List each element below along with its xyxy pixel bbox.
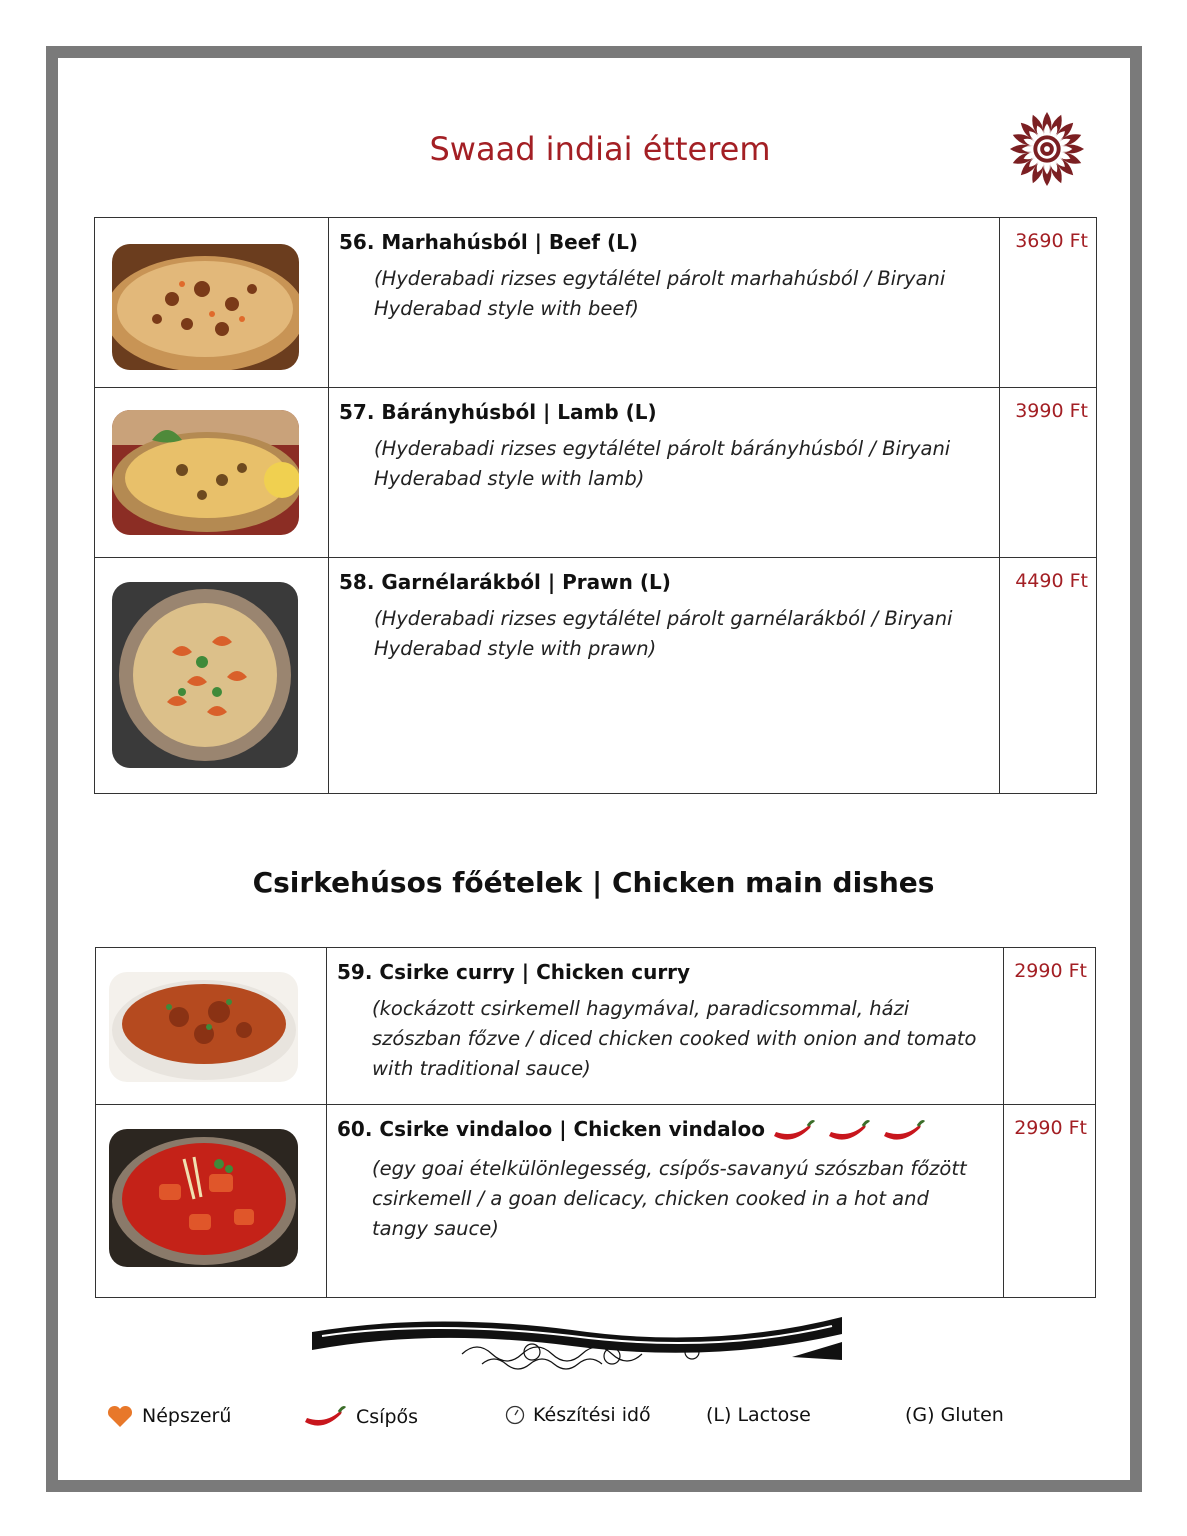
table-row — [96, 948, 1096, 1105]
legend-lactose — [706, 1404, 811, 1426]
dish-name: 59. Csirke curry | Chicken curry — [337, 960, 691, 984]
table-row — [95, 388, 1097, 558]
restaurant-title: Swaad indiai étterem — [429, 130, 771, 168]
chili-icon — [772, 1118, 816, 1144]
dish-image-cell — [95, 388, 329, 558]
dish-price: 2990 Ft — [1004, 1105, 1096, 1298]
dish-description: (Hyderabadi rizses egytálétel párolt garnélarákból / Biryani Hyderabad style with prawn) — [374, 607, 953, 660]
chili-icon — [827, 1118, 871, 1144]
legend-gluten-label: (G) Gluten — [905, 1404, 1004, 1426]
dish-description: (kockázott csirkemell hagymával, paradicsommal, házi szószban főzve / diced chicken cooked with onion and tomato with traditional sauce) — [372, 997, 977, 1080]
chicken-menu-table — [95, 947, 1096, 1298]
dish-name-text: 60. Csirke vindaloo | Chicken vindaloo — [337, 1117, 765, 1141]
dish-price: 4490 Ft — [1000, 558, 1097, 794]
legend-popular — [106, 1404, 231, 1428]
chili-icon — [302, 1404, 348, 1430]
chili-icon — [882, 1118, 926, 1144]
dish-description: (egy goai ételkülönlegesség, csípős-savanyú szószban főzött csirkemell / a goan delicacy, chicken cooked in a hot and tangy sauce) — [372, 1156, 967, 1240]
legend — [0, 1404, 1187, 1434]
legend-spicy — [302, 1404, 418, 1430]
beef-biryani-photo — [112, 244, 299, 370]
section-heading: Csirkehúsos főételek | Chicken main dishes — [252, 866, 935, 899]
mandala-logo-icon — [1008, 110, 1086, 188]
tribal-ornament-divider — [312, 1312, 842, 1374]
dish-name: 58. Garnélarákból | Prawn (L) — [339, 570, 671, 594]
dish-image-cell — [95, 218, 329, 388]
legend-prep-time-label: Készítési idő — [533, 1404, 651, 1426]
dish-info-cell — [327, 1105, 1004, 1298]
dish-price: 3990 Ft — [1000, 388, 1097, 558]
dish-image-cell — [96, 1105, 327, 1298]
dish-price: 3690 Ft — [1000, 218, 1097, 388]
table-row — [96, 1105, 1096, 1298]
dish-info-cell — [329, 558, 1000, 794]
biryani-menu-table — [94, 217, 1097, 794]
dish-description: (Hyderabadi rizses egytálétel párolt marhahúsból / Biryani Hyderabad style with beef) — [374, 267, 946, 320]
dish-description: (Hyderabadi rizses egytálétel párolt bárányhúsból / Biryani Hyderabad style with lamb) — [374, 437, 951, 490]
heart-icon — [106, 1404, 134, 1428]
legend-lactose-label: (L) Lactose — [706, 1404, 811, 1426]
chicken-curry-photo — [109, 972, 298, 1082]
dish-image-cell — [95, 558, 329, 794]
chili-rating — [768, 1117, 926, 1141]
dish-info-cell — [327, 948, 1004, 1105]
chicken-vindaloo-photo — [109, 1129, 298, 1267]
dish-name — [337, 1117, 1003, 1144]
dish-price: 2990 Ft — [1004, 948, 1096, 1105]
dish-name: 56. Marhahúsból | Beef (L) — [339, 230, 638, 254]
dish-name: 57. Bárányhúsból | Lamb (L) — [339, 400, 657, 424]
dish-image-cell — [96, 948, 327, 1105]
legend-spicy-label: Csípős — [356, 1406, 419, 1428]
prawn-biryani-photo — [112, 582, 298, 768]
lamb-biryani-photo — [112, 410, 299, 535]
dish-info-cell — [329, 388, 1000, 558]
dish-info-cell — [329, 218, 1000, 388]
legend-gluten — [905, 1404, 1004, 1426]
legend-popular-label: Népszerű — [142, 1405, 232, 1427]
legend-prep-time — [505, 1404, 651, 1426]
clock-icon — [505, 1405, 525, 1425]
table-row — [95, 218, 1097, 388]
table-row — [95, 558, 1097, 794]
